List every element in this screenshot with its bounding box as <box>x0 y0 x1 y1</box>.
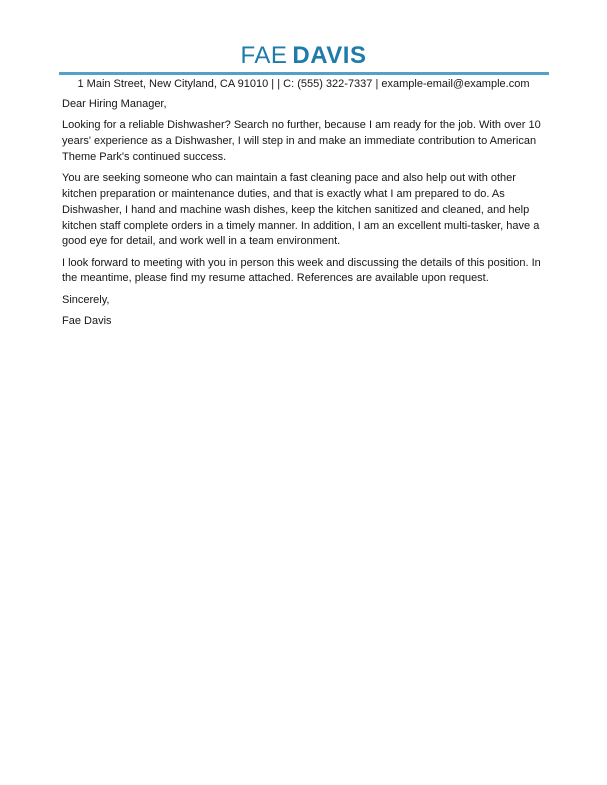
body-paragraph-2: You are seeking someone who can maintain a fast cleaning pace and also help out with other kitchen preparation or maintenance duties, and that is exactly what I am prepared to do. As Dishwasher, I hand and machine wash dishes, keep the kitchen sanitized and cleaned, and help kitchen staff complete orders in a timely manner. In addition, I am an excellent multi-tasker, have a good eye for detail, and work well in a team environment. <box>62 172 540 248</box>
contact-info-line: 1 Main Street, New Cityland, CA 91010 | | C: (555) 322-7337 | example-email@example.com <box>77 78 530 90</box>
body-paragraph-1: Looking for a reliable Dishwasher? Search no further, because I am ready for the job. With over 10 years' experience as a Dishwasher, I will step in and make an immediate contribution to American Theme Park's continued success. <box>62 119 541 163</box>
closing: Sincerely, <box>62 293 110 306</box>
letter-body <box>0 97 607 330</box>
letterhead-divider-rule <box>59 72 549 75</box>
signature-name: Fae Davis <box>62 315 112 328</box>
body-paragraph-3: I look forward to meeting with you in person this week and discussing the details of this position. In the meantime, please find my resume attached. References are available upon request. <box>62 256 541 285</box>
candidate-first-name: FAE <box>240 42 288 69</box>
letterhead <box>0 44 607 91</box>
salutation: Dear Hiring Manager, <box>62 98 167 110</box>
candidate-name <box>0 44 607 68</box>
candidate-last-name: DAVIS <box>292 42 367 69</box>
